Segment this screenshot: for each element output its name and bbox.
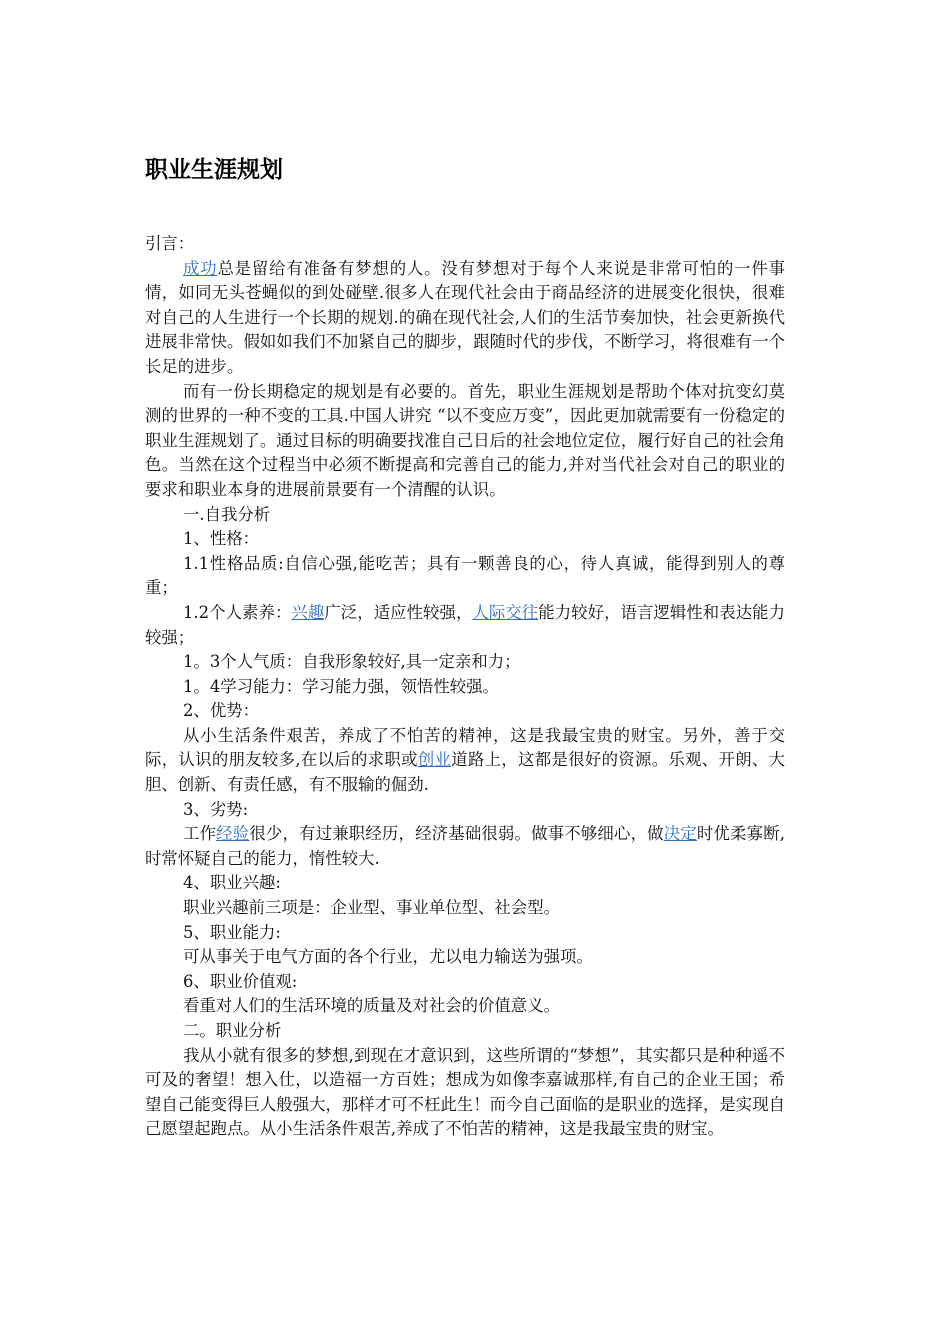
link-experience[interactable]: 经验 — [216, 824, 250, 844]
strengths-text-before: 从小生活条件艰苦，养成了不怕苦的精神，这是我最宝贵的财宝。另外，善于交际，认识的朋友较多,在以后的求职或 — [145, 725, 785, 770]
link-interest[interactable]: 兴趣 — [291, 602, 325, 622]
weaknesses-text-before: 工作 — [183, 824, 217, 844]
item-1-1: 1.1性格品质:自信心强,能吃苦；具有一颗善良的心，待人真诚，能得到别人的尊重； — [145, 553, 785, 598]
heading-career-ability: 5、职业能力: — [183, 922, 281, 942]
weaknesses-text-mid: 很少，有过兼职经历，经济基础很弱。做事不够细心，做 — [249, 824, 664, 844]
intro-paragraph-1-text: 总是留给有准备有梦想的人。没有梦想对于每个人来说是非常可怕的一件事情，如同无头苍蝇似的到处碰壁.很多人在现代社会由于商品经济的进展变化很快，很难对自己的人生进行一个长期的规划.的确在现代社会,人们的生活节奏加快，社会更新换代进展非常快。假如如我们不加紧自己的脚步，跟随时代的步伐，不断学习，将很难有一个长足的进步。 — [145, 258, 786, 376]
item-1-2 — [145, 601, 785, 650]
item-1-3: 1。3个人气质：自我形象较好,具一定亲和力； — [183, 652, 521, 672]
heading-career-values: 6、职业价值观: — [183, 971, 298, 991]
section-self-analysis-heading: 一.自我分析 — [183, 504, 271, 524]
weaknesses-text-after: 时优柔寡断,时常怀疑自己的能力，惰性较大. — [145, 824, 786, 868]
link-success[interactable]: 成功 — [183, 258, 218, 278]
weaknesses-paragraph — [145, 822, 785, 871]
link-interpersonal[interactable]: 人际交往 — [472, 602, 539, 622]
link-entrepreneurship[interactable]: 创业 — [417, 750, 452, 770]
page-title: 职业生涯规划 — [145, 157, 283, 183]
heading-career-interest: 4、职业兴趣: — [183, 873, 281, 893]
heading-weaknesses: 3、劣势: — [183, 799, 249, 819]
career-analysis-paragraph: 我从小就有很多的梦想,到现在才意识到，这些所谓的“梦想”，其实都只是种种遥不可及的奢望！想入仕，以造福一方百姓；想成为如像李嘉诚那样,有自己的企业王国；希望自己能变得巨人般强大，那样才可不枉此生！而今自己面临的是职业的选择，是实现自己愿望起跑点。从小生活条件艰苦,养成了不怕苦的精神，这是我最宝贵的财宝。 — [145, 1045, 785, 1139]
strengths-paragraph — [145, 724, 785, 798]
heading-strengths: 2、优势： — [183, 701, 259, 721]
heading-personality: 1、性格： — [183, 529, 259, 549]
intro-paragraph-1 — [145, 257, 785, 380]
item-1-2-prefix: 1.2个人素养： — [183, 602, 292, 622]
career-ability-text: 可从事关于电气方面的各个行业，尤以电力输送为强项。 — [183, 947, 593, 967]
item-1-2-mid: 广泛，适应性较强， — [324, 602, 473, 622]
intro-paragraph-2: 而有一份长期稳定的规划是有必要的。首先，职业生涯规划是帮助个体对抗变幻莫测的世界的一种不变的工具.中国人讲究 “以不变应万变”，因此更加就需要有一份稳定的职业生涯规划了。通过目标的明确要找准自己日后的社会地位定位，履行好自己的社会角色。当然在这个过程当中必须不断提高和完善自己的能力,并对当代社会对自己的职业的要求和职业本身的进展前景要有一个清醒的认识。 — [145, 381, 785, 499]
section-career-analysis-heading: 二。职业分析 — [183, 1021, 282, 1040]
item-1-2-suffix: 能力较好，语言逻辑性和表达能力较强； — [145, 602, 786, 647]
item-1-4: 1。4学习能力：学习能力强，领悟性较强。 — [183, 676, 499, 696]
career-interest-text: 职业兴趣前三项是：企业型、事业单位型、社会型。 — [183, 898, 560, 918]
document-body — [145, 232, 785, 1142]
intro-label: 引言： — [145, 234, 195, 253]
strengths-text-after: 道路上，这都是很好的资源。乐观、开朗、大胆、创新、有责任感，有不服输的倔劲. — [145, 750, 786, 795]
career-values-text: 看重对人们的生活环境的质量及对社会的价值意义。 — [183, 996, 560, 1016]
link-decision[interactable]: 决定 — [663, 824, 697, 844]
